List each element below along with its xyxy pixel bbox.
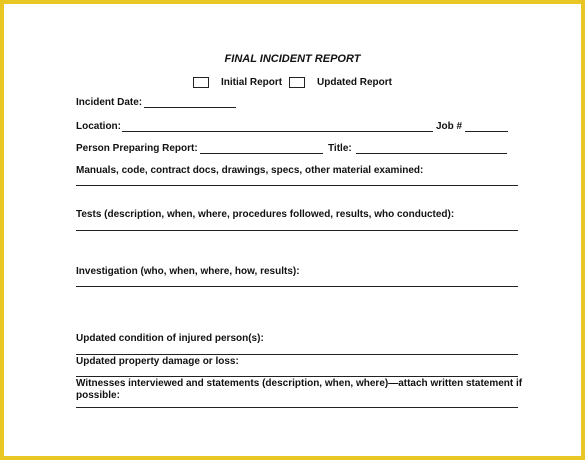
property-damage-field[interactable] [76,376,518,377]
title-field-input[interactable] [356,153,507,154]
witnesses-label-line1: Witnesses interviewed and statements (description, when, where)—attach written statement if [76,378,523,389]
manuals-label: Manuals, code, contract docs, drawings, specs, other material examined: [76,165,424,176]
job-number-field[interactable] [465,131,508,132]
injured-condition-label: Updated condition of injured person(s): [76,333,264,344]
location-label: Location: [76,121,121,132]
property-damage-label: Updated property damage or loss: [76,356,239,367]
investigation-label: Investigation (who, when, where, how, results): [76,266,300,277]
witnesses-label-line2: possible: [76,390,120,401]
person-preparing-field[interactable] [200,153,323,154]
investigation-field[interactable] [76,286,518,287]
injured-condition-field[interactable] [76,354,518,355]
initial-report-label: Initial Report [221,77,283,88]
incident-date-label: Incident Date: [76,97,143,108]
document-page [4,4,581,456]
tests-label: Tests (description, when, where, procedures followed, results, who conducted): [76,209,455,220]
person-preparing-label: Person Preparing Report: [76,143,198,154]
updated-report-checkbox[interactable] [289,77,305,88]
incident-date-field[interactable] [144,107,236,108]
title-field-label: Title: [328,143,352,154]
location-field[interactable] [122,131,433,132]
manuals-field[interactable] [76,185,518,186]
document-title: FINAL INCIDENT REPORT [224,53,361,65]
updated-report-label: Updated Report [317,77,392,88]
witnesses-field[interactable] [76,407,518,408]
initial-report-checkbox[interactable] [193,77,209,88]
job-number-label: Job # [436,121,463,132]
tests-field[interactable] [76,230,518,231]
